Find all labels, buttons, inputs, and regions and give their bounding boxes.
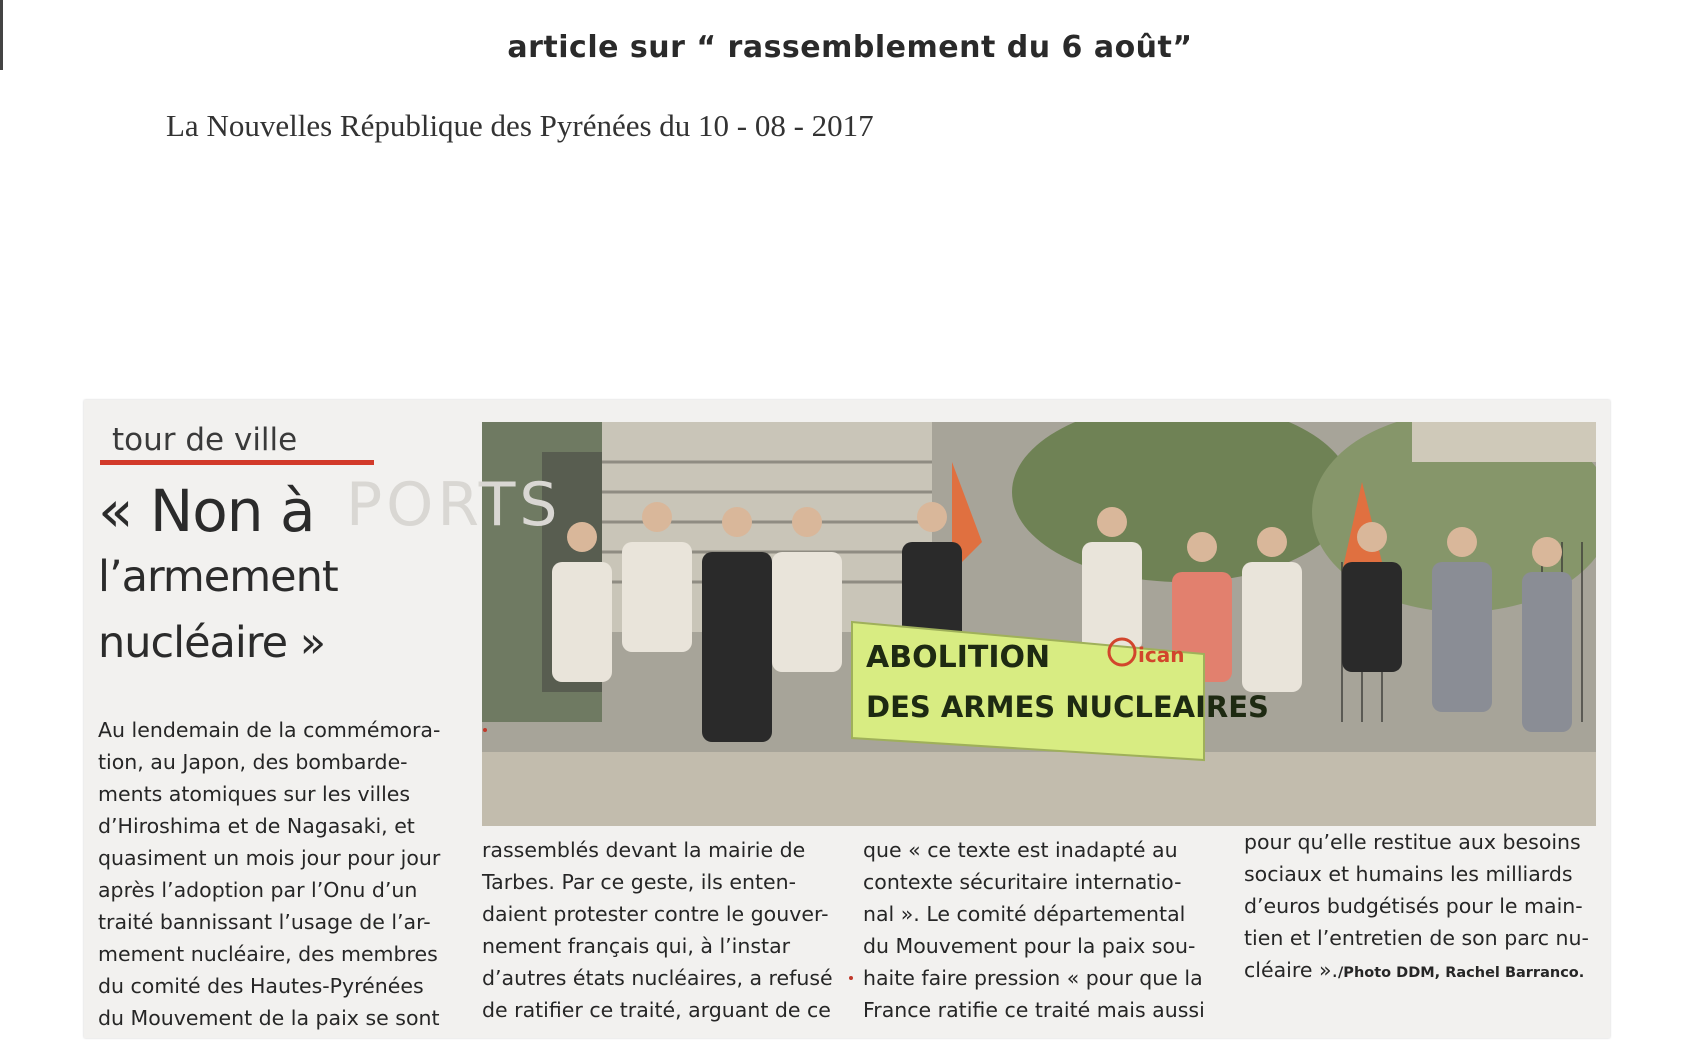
column-line-last <box>1244 954 1594 989</box>
ghost-print-through: PORTS <box>346 470 562 540</box>
column-line: nal ». Le comité départemental <box>863 902 1186 926</box>
column-line: de ratifier ce traité, arguant de ce <box>482 998 831 1022</box>
rubric-label: tour de ville <box>112 422 298 458</box>
column-line: traité bannissant l’usage de l’ar- <box>98 910 431 934</box>
column-line: rassemblés devant la mairie de <box>482 838 806 862</box>
print-speck <box>849 976 853 980</box>
column-line: daient protester contre le gouver- <box>482 902 829 926</box>
rubric-underline <box>100 460 374 465</box>
column-line: que « ce texte est inadapté au <box>863 838 1178 862</box>
column-line: pour qu’elle restitue aux besoins <box>1244 830 1581 854</box>
title-line-2: l’armement <box>98 552 338 602</box>
article-column-1 <box>98 714 448 1034</box>
column-line: tion, au Japon, des bombarde- <box>98 750 408 774</box>
banner-line-1: ABOLITION <box>866 640 1051 675</box>
column-line: haite faire pression « pour que la <box>863 966 1203 990</box>
article-column-2 <box>482 834 833 1026</box>
column-line: contexte sécuritaire internatio- <box>863 870 1182 894</box>
column-line: du Mouvement de la paix se sont <box>98 1006 440 1030</box>
column-line: du comité des Hautes-Pyrénées <box>98 974 424 998</box>
page-heading: article sur “ rassemblement du 6 août” <box>507 30 1193 65</box>
banner-line-2: DES ARMES NUCLEAIRES <box>866 690 1269 724</box>
column-line: d’euros budgétisés pour le main- <box>1244 894 1583 918</box>
column-line: tien et l’entretien de son parc nu- <box>1244 926 1589 950</box>
column-line-end: cléaire ». <box>1244 958 1339 982</box>
column-line: mement nucléaire, des membres <box>98 942 438 966</box>
column-line: d’Hiroshima et de Nagasaki, et <box>98 814 415 838</box>
photo-credit: /Photo DDM, Rachel Barranco. <box>1338 965 1585 981</box>
column-line: nement français qui, à l’instar <box>482 934 791 958</box>
column-line: Au lendemain de la commémora- <box>98 718 441 742</box>
title-line-1: « Non à <box>98 477 315 545</box>
column-line: du Mouvement pour la paix sou- <box>863 934 1196 958</box>
column-line: ments atomiques sur les villes <box>98 782 411 806</box>
column-line: Tarbes. Par ce geste, ils enten- <box>482 870 797 894</box>
article-column-4 <box>1244 826 1594 989</box>
title-line-3: nucléaire » <box>98 618 326 668</box>
article-column-3 <box>863 834 1203 1026</box>
column-line: d’autres états nucléaires, a refusé <box>482 966 833 990</box>
column-line: quasiment un mois jour pour jour <box>98 846 441 870</box>
banner-logo: ican <box>1138 643 1185 667</box>
print-speck <box>483 728 487 732</box>
column-line: après l’adoption par l’Onu d’un <box>98 878 418 902</box>
column-line: France ratifie ce traité mais aussi <box>863 998 1205 1022</box>
source-line: La Nouvelles République des Pyrénées du 10 - 08 - 2017 <box>166 108 874 143</box>
newspaper-clipping <box>84 400 1610 1038</box>
column-line: sociaux et humains les milliards <box>1244 862 1573 886</box>
group-photo <box>482 422 1596 826</box>
